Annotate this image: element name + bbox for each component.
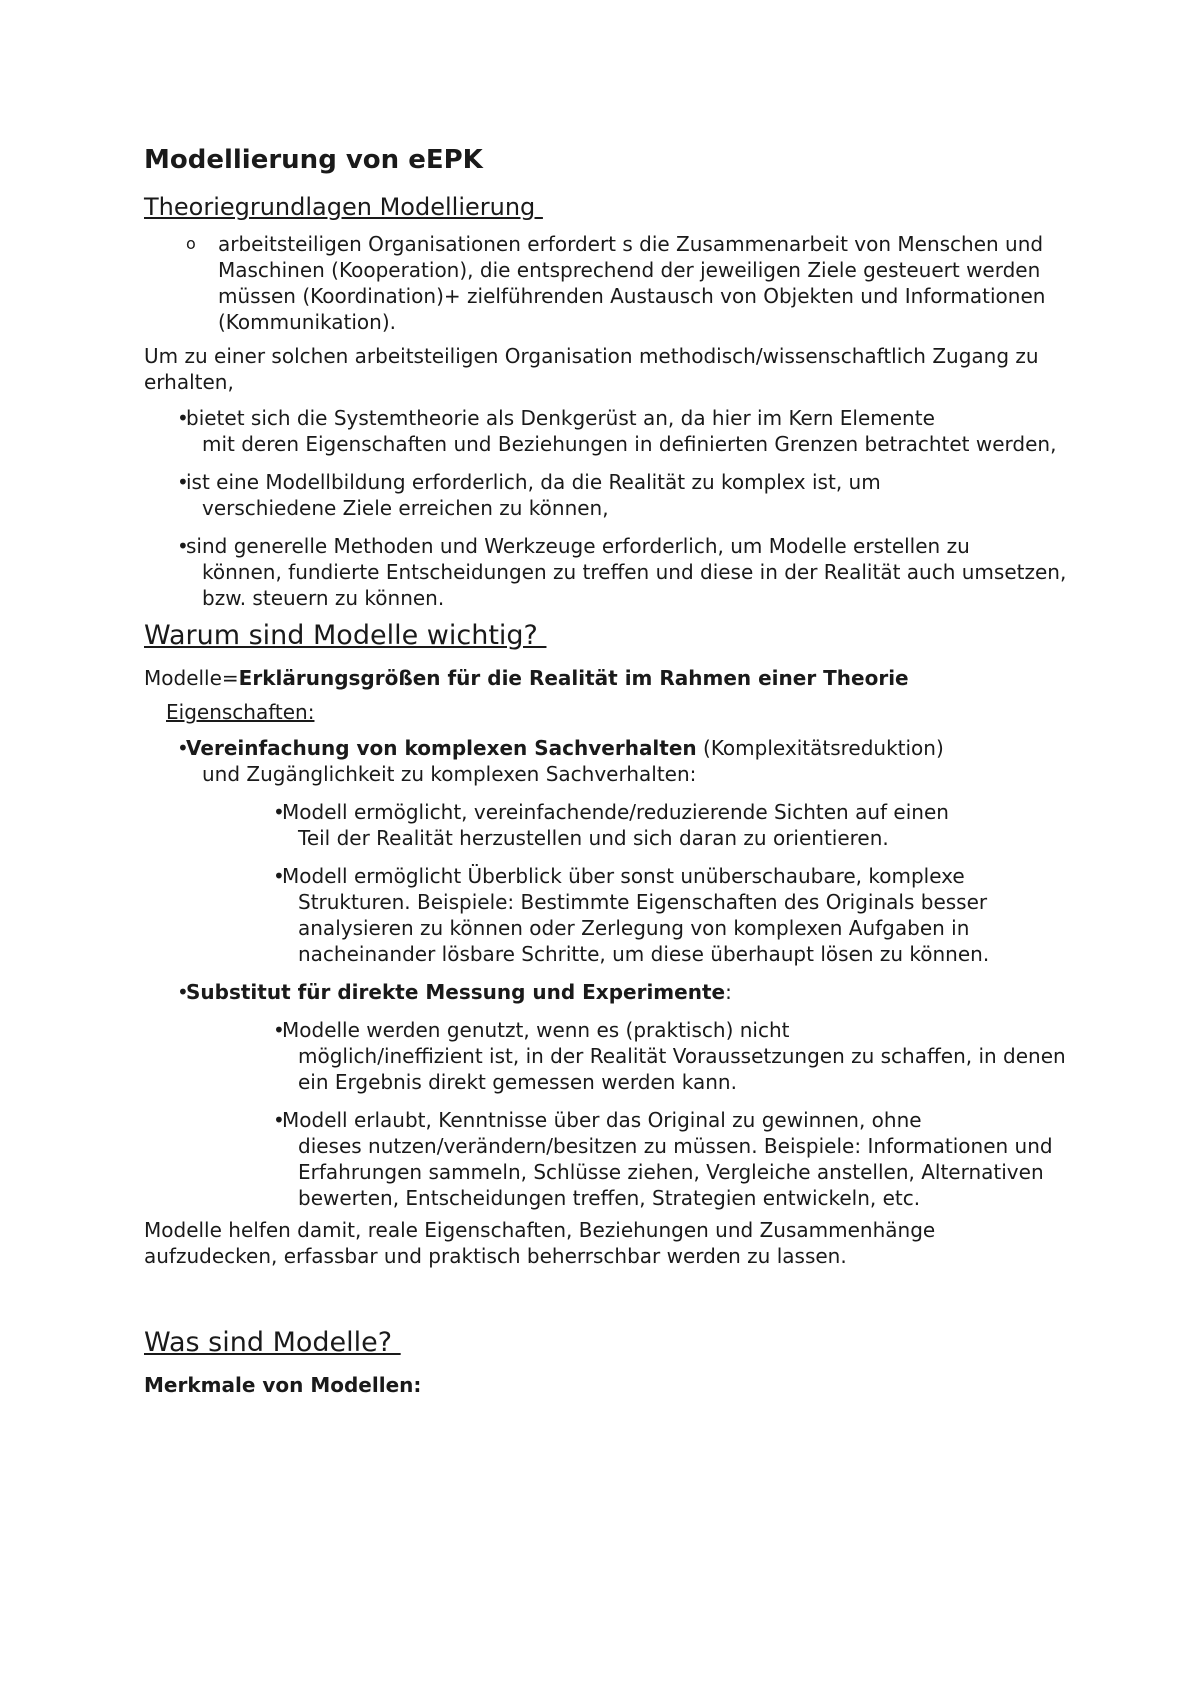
list-item-continuation: möglich/ineffizient ist, in der Realität Voraussetzungen zu schaffen, in denen ein Ergebnis direkt gemessen werden kann. [298, 1044, 1066, 1094]
section-heading-theoriegrundlagen: Theoriegrundlagen Modellierung [144, 193, 543, 221]
conclusion-paragraph: Modelle helfen damit, reale Eigenschaften, Beziehungen und Zusammenhänge aufzudecken, erfassbar und praktisch beherrschbar werden zu lassen. [144, 1218, 936, 1268]
spacer [144, 1278, 1074, 1318]
list-item-continuation: dieses nutzen/verändern/besitzen zu müssen. Beispiele: Informationen und Erfahrungen sammeln, Schlüsse ziehen, Vergleiche anstellen, Alternativen bewerten, Entscheidungen treffen, Strategien entwickeln, etc. [298, 1134, 1053, 1210]
list-item-first-line [186, 979, 1074, 1005]
list-item [177, 533, 1074, 611]
eigenschaften-label: Eigenschaften: [166, 700, 315, 724]
bullet-icon: • [177, 736, 189, 760]
list-item-first-line: Modell ermöglicht Überblick über sonst unüberschaubare, komplexe [282, 864, 965, 888]
section-heading-was-sind-modelle: Was sind Modelle? [144, 1327, 401, 1358]
list-item-first-line: sind generelle Methoden und Werkzeuge erforderlich, um Modelle erstellen zu [186, 534, 970, 558]
list-item [177, 735, 1074, 967]
item-bold-text: Vereinfachung von komplexen Sachverhalten [186, 736, 697, 760]
list-item [273, 799, 1074, 851]
bullet-icon: • [177, 470, 189, 494]
bullet-icon: • [177, 980, 189, 1004]
list-item-first-line: Modell erlaubt, Kenntnisse über das Original zu gewinnen, ohne [282, 1108, 922, 1132]
list-item-first-line: ist eine Modellbildung erforderlich, da die Realität zu komplex ist, um [186, 470, 881, 494]
list-item-text: arbeitsteiligen Organisationen erfordert s die Zusammenarbeit von Menschen und Maschinen (Kooperation), die entsprechend der jeweiligen Ziele gesteuert werden müssen (Koordination)+ zielführenden Austausch von Objekten und Informationen (Kommunikation). [218, 232, 1046, 334]
bullet-list-zugang [144, 405, 1074, 611]
document-content [144, 143, 1074, 1407]
document-title: Modellierung von eEPK [144, 145, 483, 175]
sub-bullet-list [202, 799, 1074, 967]
list-item-continuation: Teil der Realität herzustellen und sich daran zu orientieren. [298, 826, 889, 850]
sub-bullet-list [202, 1017, 1074, 1211]
bullet-icon: • [273, 800, 285, 824]
item-bold-text: Substitut für direkte Messung und Experimente [186, 980, 726, 1004]
circle-list [144, 231, 1074, 335]
list-item-continuation: und Zugänglichkeit zu komplexen Sachverhalten: [202, 762, 697, 786]
definition-prefix: Modelle= [144, 666, 239, 690]
list-item-continuation: mit deren Eigenschaften und Beziehungen in definierten Grenzen betrachtet werden, [202, 432, 1057, 456]
bullet-icon: • [273, 864, 285, 888]
bullet-icon: • [273, 1108, 285, 1132]
definition-line [144, 665, 1074, 691]
list-item-continuation: Strukturen. Beispiele: Bestimmte Eigenschaften des Originals besser analysieren zu können oder Zerlegung von komplexen Aufgaben in nacheinander lösbare Schritte, um diese überhaupt lösen zu können. [298, 890, 990, 966]
list-item-first-line: Modell ermöglicht, vereinfachende/reduzierende Sichten auf einen [282, 800, 949, 824]
list-item-first-line: bietet sich die Systemtheorie als Denkgerüst an, da hier im Kern Elemente [186, 406, 935, 430]
section-heading-warum: Warum sind Modelle wichtig? [144, 620, 547, 651]
list-item [273, 863, 1074, 967]
item-text: : [725, 980, 732, 1004]
bullet-list-eigenschaften [144, 735, 1074, 1211]
merkmale-heading: Merkmale von Modellen: [144, 1373, 422, 1397]
list-item [177, 405, 1074, 457]
bullet-icon: • [273, 1018, 285, 1042]
list-item [273, 1017, 1074, 1095]
bullet-icon: • [177, 534, 189, 558]
list-item [177, 979, 1074, 1211]
list-item-continuation: können, fundierte Entscheidungen zu treffen und diese in der Realität auch umsetzen, bzw. steuern zu können. [202, 560, 1067, 610]
intro-paragraph: Um zu einer solchen arbeitsteiligen Organisation methodisch/wissenschaftlich Zugang zu erhalten, [144, 344, 1039, 394]
list-item-first-line [186, 735, 1074, 761]
list-item [177, 469, 1074, 521]
list-item-continuation: verschiedene Ziele erreichen zu können, [202, 496, 609, 520]
list-item [273, 1107, 1074, 1211]
list-item-first-line: Modelle werden genutzt, wenn es (praktisch) nicht [282, 1018, 790, 1042]
bullet-icon: • [177, 406, 189, 430]
definition-bold: Erklärungsgrößen für die Realität im Rahmen einer Theorie [238, 666, 909, 690]
item-text: (Komplexitätsreduktion) [696, 736, 944, 760]
circle-bullet-icon: o [186, 234, 196, 253]
list-item [186, 231, 1074, 335]
